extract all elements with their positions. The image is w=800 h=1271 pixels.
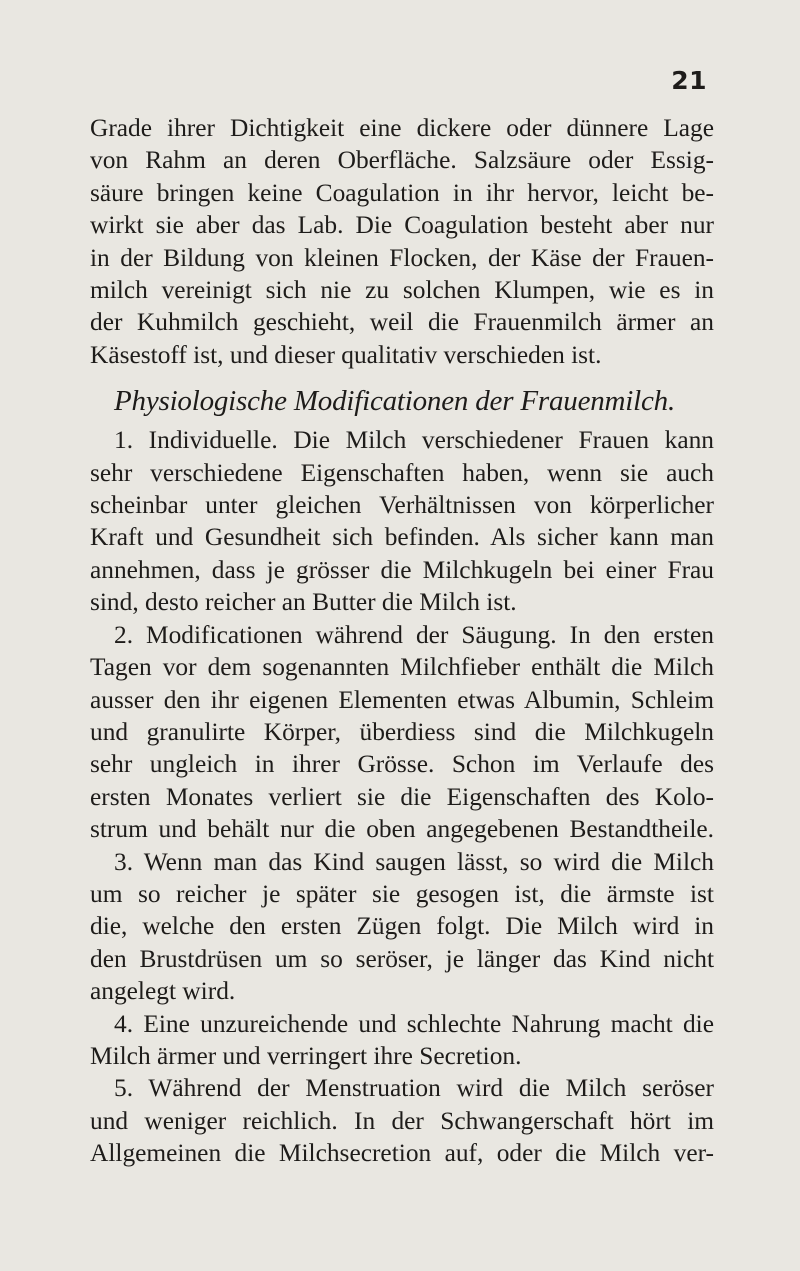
text-line: 3. Wenn man das Kind saugen lässt, so wird die Milch (114, 847, 714, 876)
text-line: und granulirte Körper, überdiess sind die Milchkugeln (90, 717, 714, 746)
text-line: wirkt sie aber das Lab. Die Coagulation besteht aber nur (90, 211, 714, 240)
text-line: 4. Eine unzureichende und schlechte Nahrung macht die (114, 1009, 714, 1038)
body-text (90, 112, 714, 1170)
paragraph-2 (90, 619, 714, 846)
text-line: säure bringen keine Coagulation in ihr hervor, leicht be- (90, 178, 714, 207)
text-line: sehr ungleich in ihrer Grösse. Schon im Verlaufe des (90, 750, 714, 779)
paragraph-intro (90, 112, 714, 371)
text-line: Tagen vor dem sogenannten Milchfieber enthält die Milch (90, 653, 714, 682)
text-line: 2. Modificationen während der Säugung. In den ersten (114, 620, 714, 649)
text-line: strum und behält nur die oben angegebenen Bestandtheile. (90, 815, 714, 844)
text-line: von Rahm an deren Oberfläche. Salzsäure oder Essig- (90, 146, 714, 175)
text-line: die, welche den ersten Zügen folgt. Die Milch wird in (90, 912, 714, 941)
text-line: Milch ärmer und verringert ihre Secretion. (90, 1041, 522, 1070)
text-line: Kraft und Gesundheit sich befinden. Als sicher kann man (90, 523, 714, 552)
text-line: sind, desto reicher an Butter die Milch ist. (90, 588, 517, 617)
text-line: um so reicher je später sie gesogen ist, die ärmste ist (90, 879, 714, 908)
text-line: 5. Während der Menstruation wird die Milch seröser (114, 1074, 714, 1103)
text-line: den Brustdrüsen um so seröser, je länger das Kind nicht (90, 944, 714, 973)
text-line: in der Bildung von kleinen Flocken, der Käse der Frauen- (90, 243, 714, 272)
paragraph-3 (90, 846, 714, 1008)
text-line: der Kuhmilch geschieht, weil die Frauenmilch ärmer an (90, 308, 714, 337)
text-line: ausser den ihr eigenen Elementen etwas Albumin, Schleim (90, 685, 714, 714)
paragraph-4 (90, 1008, 714, 1073)
text-line: angelegt wird. (90, 977, 236, 1006)
paragraph-5 (90, 1072, 714, 1169)
text-line: Grade ihrer Dichtigkeit eine dickere oder dünnere Lage (90, 114, 714, 142)
text-line: annehmen, dass je grösser die Milchkugeln bei einer Frau (90, 555, 714, 584)
text-line: milch vereinigt sich nie zu solchen Klumpen, wie es in (90, 276, 714, 305)
text-line: scheinbar unter gleichen Verhältnissen von körperlicher (90, 491, 714, 520)
section-heading: Physiologische Modificationen der Frauenmilch. (114, 385, 676, 418)
paragraph-1 (90, 424, 714, 618)
text-line: Käsestoff ist, und dieser qualitativ verschieden ist. (90, 340, 602, 369)
text-line: und weniger reichlich. In der Schwangerschaft hört im (90, 1106, 714, 1135)
page-number: 21 (671, 66, 707, 95)
text-line: sehr verschiedene Eigenschaften haben, wenn sie auch (90, 458, 714, 487)
text-line: Allgemeinen die Milchsecretion auf, oder die Milch ver- (90, 1139, 714, 1168)
text-line: 1. Individuelle. Die Milch verschiedener Frauen kann (114, 426, 714, 455)
text-line: ersten Monates verliert sie die Eigenschaften des Kolo- (90, 782, 714, 811)
